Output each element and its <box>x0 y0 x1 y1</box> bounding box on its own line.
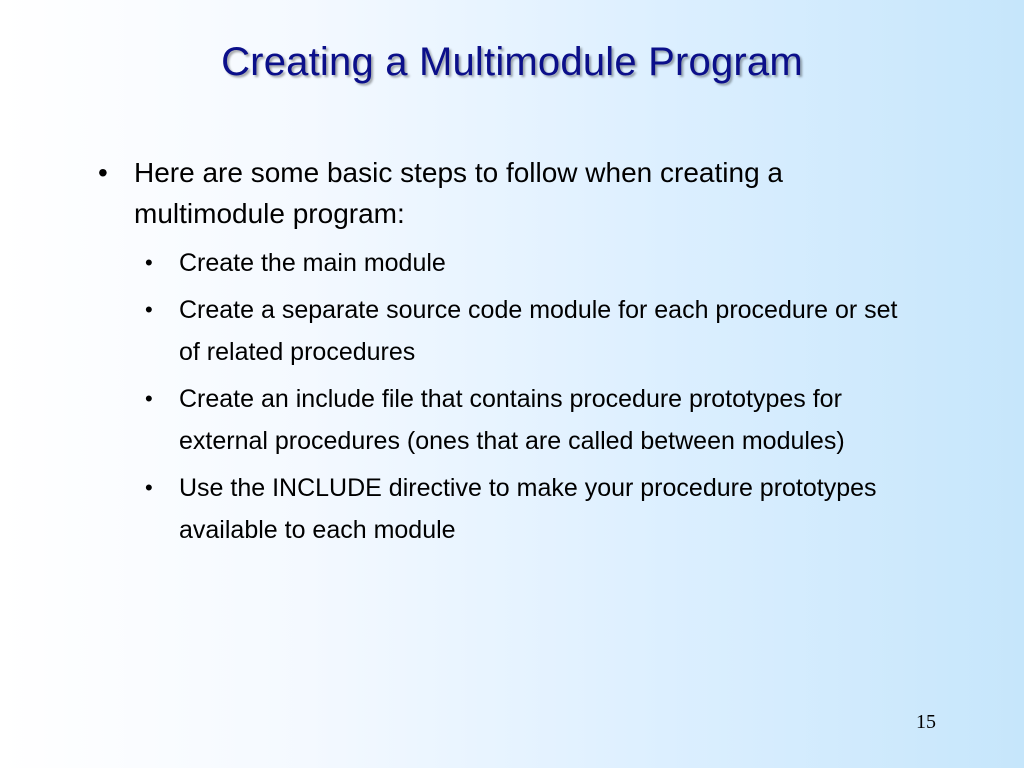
sub-bullet-item <box>145 467 898 551</box>
sub-bullet-text: Create a separate source code module for each procedure or set of related procedures <box>179 296 898 366</box>
bullet-marker: • <box>145 297 153 322</box>
bullet-marker: • <box>98 157 108 188</box>
page-number: 15 <box>916 711 936 733</box>
sub-bullet-list <box>98 242 898 551</box>
sub-bullet-text: Create an include file that contains procedure prototypes for external procedures (ones that are called between modules) <box>179 385 845 455</box>
main-bullet-text: Here are some basic steps to follow when creating a multimodule program: <box>134 157 783 229</box>
bullet-marker: • <box>145 250 153 275</box>
bullet-marker: • <box>145 386 153 411</box>
slide-content <box>98 152 898 556</box>
bullet-marker: • <box>145 475 153 500</box>
main-bullet <box>98 152 898 234</box>
slide-title: Creating a Multimodule Program <box>221 40 803 84</box>
sub-bullet-text: Use the INCLUDE directive to make your procedure prototypes available to each module <box>179 474 877 544</box>
sub-bullet-item <box>145 289 898 373</box>
sub-bullet-item <box>145 242 898 284</box>
sub-bullet-text: Create the main module <box>179 249 446 277</box>
sub-bullet-item <box>145 378 898 462</box>
